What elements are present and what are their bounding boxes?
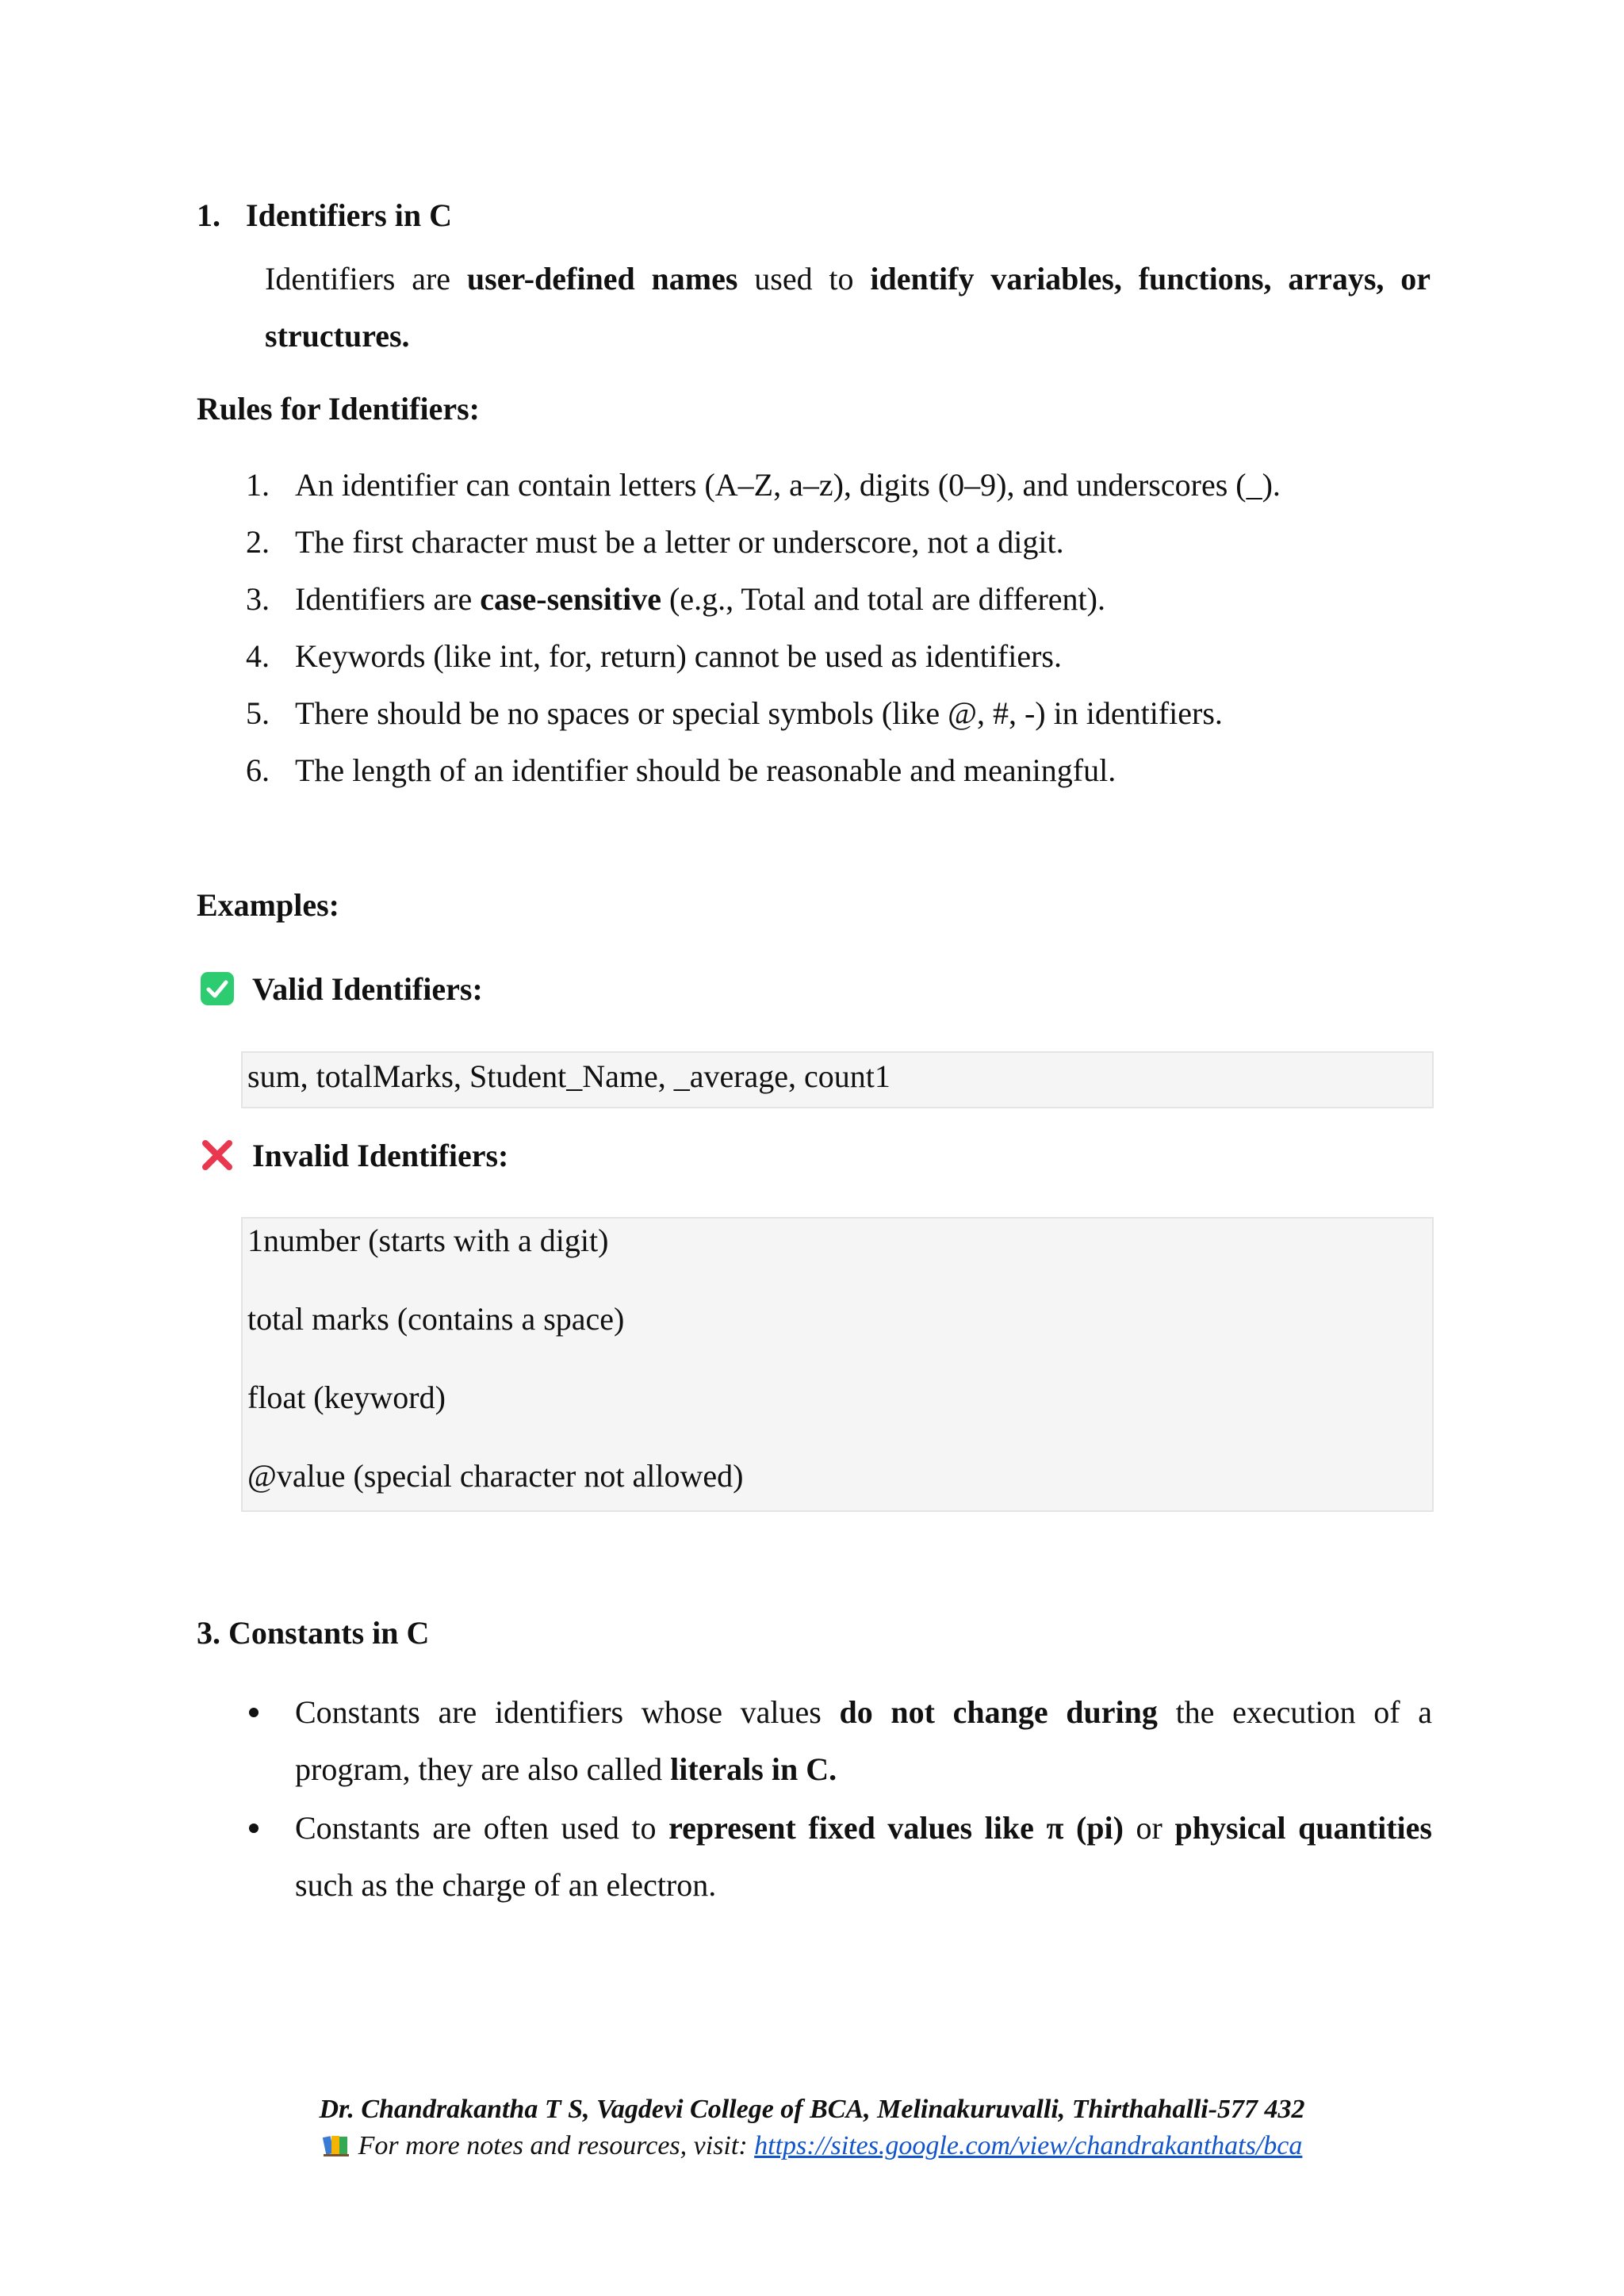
rule-text-post: (e.g., Total and total are different). (661, 581, 1105, 617)
footer-resources (0, 2131, 1624, 2161)
bullet-bold: do not change during (839, 1694, 1158, 1730)
cross-mark-icon (200, 1138, 235, 1173)
rule-number: 1. (246, 467, 270, 503)
rule-number: 2. (246, 524, 270, 560)
rule-text: The first character must be a letter or underscore, not a digit. (295, 524, 1064, 560)
rule-text: The length of an identifier should be reasonable and meaningful. (295, 752, 1116, 788)
code-line: float (keyword) (247, 1380, 446, 1415)
bullet-text: or (1123, 1810, 1175, 1846)
rule-number: 3. (246, 581, 270, 617)
invalid-identifiers-heading (200, 1135, 508, 1175)
valid-identifiers-code-block (241, 1051, 1434, 1108)
bullet-text: such as the charge of an electron. (295, 1867, 717, 1903)
intro-text-2: used to (737, 261, 871, 297)
rules-heading: Rules for Identifiers: (197, 391, 480, 427)
bullet-item (246, 1800, 1432, 1914)
rule-text-bold: case-sensitive (480, 581, 662, 617)
section-number: 1. (197, 197, 220, 233)
intro-bold-2: identify variables, functions, arrays, or structures. (265, 261, 1431, 354)
intro-text-1: Identifiers are (265, 261, 467, 297)
rule-item (246, 466, 1435, 523)
bullet-text: the execution of a program, they are also called (295, 1694, 1432, 1787)
valid-heading-text: Valid Identifiers: (252, 970, 483, 1007)
bullet-text: Constants are identifiers whose values (295, 1694, 840, 1730)
code-line: @value (special character not allowed) (247, 1458, 744, 1494)
rule-number: 5. (246, 695, 270, 731)
footer-author: Dr. Chandrakantha T S, Vagdevi College of BCA, Melinakuruvalli, Thirthahalli-577 432 (319, 2095, 1305, 2124)
invalid-heading-text: Invalid Identifiers: (252, 1137, 509, 1173)
intro-bold-1: user-defined names (466, 261, 738, 297)
rule-item (246, 523, 1435, 580)
rule-item (246, 637, 1435, 695)
rule-text: An identifier can contain letters (A–Z, a–z), digits (0–9), and underscores (_). (295, 467, 1281, 503)
bullet-icon (249, 1823, 259, 1833)
rule-text: Keywords (like int, for, return) cannot be used as identifiers. (295, 638, 1062, 674)
rule-item (246, 752, 1435, 809)
bullet-item (246, 1684, 1432, 1798)
bullet-icon (249, 1708, 259, 1717)
section-title: Identifiers in C (246, 197, 452, 233)
examples-heading: Examples: (197, 887, 339, 923)
rule-number: 6. (246, 752, 270, 788)
bullet-bold: literals in C. (670, 1751, 837, 1787)
footer-text: For more notes and resources, visit: (358, 2131, 755, 2160)
section-heading-identifiers (197, 197, 452, 234)
section-heading-constants: 3. Constants in C (197, 1615, 430, 1651)
bullet-bold: physical quantities (1174, 1810, 1432, 1846)
rule-item (246, 580, 1435, 637)
invalid-identifiers-code-block (241, 1217, 1434, 1512)
rules-list (246, 466, 1435, 809)
identifiers-definition (265, 251, 1431, 365)
code-line: 1number (starts with a digit) (247, 1223, 609, 1258)
check-mark-icon (200, 971, 235, 1006)
rule-text (295, 580, 1105, 618)
bullet-bold: represent fixed values like π (pi) (668, 1810, 1124, 1846)
valid-identifiers-heading (200, 969, 483, 1008)
rule-text: There should be no spaces or special symbols (like @, #, -) in identifiers. (295, 695, 1223, 731)
footer-link[interactable]: https://sites.google.com/view/chandrakanthats/bca (754, 2131, 1303, 2160)
books-icon (322, 2133, 350, 2157)
rule-number: 4. (246, 638, 270, 674)
bullet-text: Constants are often used to (295, 1810, 669, 1846)
rule-item (246, 695, 1435, 752)
code-line: total marks (contains a space) (247, 1301, 625, 1337)
rule-text-pre: Identifiers are (295, 581, 481, 617)
constants-bullet-list (246, 1684, 1432, 1915)
code-line: sum, totalMarks, Student_Name, _average, count1 (247, 1058, 891, 1094)
